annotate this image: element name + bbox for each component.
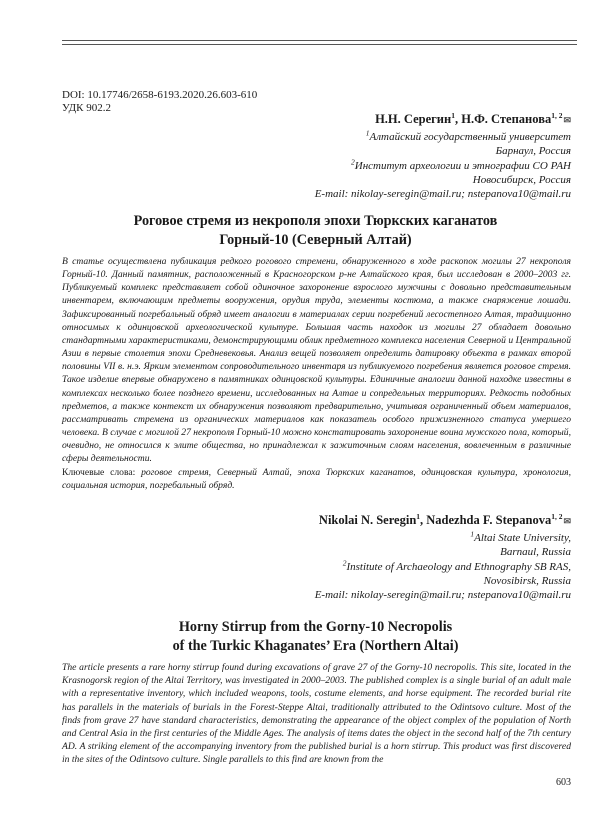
- udk: УДК 902.2: [62, 102, 112, 114]
- en-affiliations: [315, 531, 571, 602]
- envelope-icon: ✉: [563, 115, 571, 125]
- ru-title: [60, 212, 571, 250]
- ru-affil-1-city: Барнаул, Россия: [495, 145, 571, 158]
- en-title: [60, 618, 571, 656]
- envelope-icon: ✉: [563, 516, 571, 526]
- ru-keywords-text: роговое стремя, Северный Алтай, эпоха Тюркских каганатов, одинцовская культура, хронология, социальная история, погребальный обряд.: [62, 467, 571, 492]
- ru-authors: [315, 112, 571, 127]
- ru-title-line-2: Горный-10 (Северный Алтай): [219, 232, 412, 248]
- en-authors: [315, 513, 571, 528]
- ru-affiliations: [315, 130, 571, 201]
- ru-author-block: [315, 112, 571, 201]
- page-number: 603: [556, 777, 571, 788]
- en-author-2: Nadezhda F. Stepanova: [426, 513, 552, 527]
- en-title-line-2: of the Turkic Khaganates’ Era (Northern Altai): [172, 638, 459, 654]
- ru-author-2-sup: 1, 2: [551, 110, 563, 120]
- en-email: E-mail: nikolay-seregin@mail.ru; nstepanova10@mail.ru: [314, 589, 571, 602]
- en-author-1: Nikolai N. Seregin: [318, 513, 417, 527]
- en-author-2-sup: 1, 2: [551, 511, 563, 521]
- ru-author-1: Н.Н. Серегин: [375, 112, 452, 126]
- doi: DOI: 10.17746/2658-6193.2020.26.603-610: [62, 89, 258, 101]
- ru-affil-1: $^1$Алтайский государственный университет: [365, 128, 571, 143]
- en-author-block: [315, 513, 571, 602]
- en-affil-1-city: Barnaul, Russia: [500, 546, 571, 559]
- ru-abstract: В статье осуществлена публикация редкого рогового стремени, обнаруженного в ходе раскопок могилы 27 некрополя Горный-10. Данный памятник, расположенный в Красногорском р-не Алтайского края, был исследован в 2000–2003 гг. Публикуемый комплекс представляет собой одиночное захоронение взрослого мужчины с довольно представительным инвентарем, включающим предметы вооружения, орудия труда, элементы костюма, а также снаряжение лошади. Зафиксированный погребальный обряд имеет аналогии в материалах серии погребений лесостепного Алтая, традиционно относимых к одинцовской археологической культуре. Большая часть находок из могилы 27 обладает довольно стандартными характеристиками, демонстрирующими облик предметного комплекса населения Северной и Центральной Азии в первые столетия эпохи Средневековья. Анализ вещей позволяет определить датировку объекта в рамках второй половины VII в. н.э. Ярким элементом сопроводительного инвентаря из публикуемого погребения является роговое стремя. Такое изделие впервые обнаружено в памятниках одинцовской культуры. Единичные аналогии данной находке известны в комплексах несколько более позднего времени, исследованных на Алтае и сопредельных территориях. Редкость подобных предметов, а также контекст их обнаружения позволяют предварительно, учитывая ограниченный объем материалов, рассматривать стремена из органических материалов как показатель особого прижизненного статуса умершего человека. В случае с могилой 27 некрополя Горный-10 можно констатировать захоронение воина мужского пола, который, очевидно, не относился к элите общества, но принадлежал к зажиточным слоям населения, вовлеченным в различные сферы деятельности.: [62, 256, 571, 465]
- header-rule-bottom: [62, 44, 577, 45]
- ru-author-sep: ,: [454, 112, 462, 126]
- ru-author-2: Н.Ф. Степанова: [461, 112, 552, 126]
- ru-affil-2: $^2$Институт археологии и этнографии СО РАН: [351, 156, 571, 172]
- en-abstract: The article presents a rare horny stirrup found during excavations of grave 27 of the Gorny-10 necropolis. This site, located in the Krasnogorsk region of the Altai Territory, was investigated in 2000–2003. The published complex is a single burial of an adult male with a representative inventory, which included weapons, tools, costume elements, and horse equipment. The recorded burial rite has parallels in the materials of burials in the Forest-Steppe Altai, traditionally attributed to the Odintsovo culture. Most of the finds from grave 27 have standard characteristics, demonstrating the appearance of the object complex of the population of North and Central Asia in the first centuries of the Middle Ages. The analysis of items dates the object in the second half of the 7th century AD. A striking element of the accompanying inventory from the published burial is a horn stirrup. This product was first discovered in the sites of the Odintsovo culture. Single parallels to this find are known from the: [62, 662, 571, 766]
- ru-email: E-mail: nikolay-seregin@mail.ru; nstepanova10@mail.ru: [314, 188, 571, 201]
- ru-title-line-1: Роговое стремя из некрополя эпохи Тюркских каганатов: [133, 213, 498, 229]
- en-title-line-1: Horny Stirrup from the Gorny-10 Necropolis: [178, 619, 453, 635]
- header-rule-top: [62, 40, 577, 41]
- ru-keywords-label: Ключевые слова:: [62, 467, 142, 478]
- ru-author-1-sup: 1: [451, 110, 455, 120]
- en-affil-2-city: Novosibirsk, Russia: [483, 574, 571, 587]
- en-author-1-sup: 1: [416, 511, 421, 521]
- en-author-sep: ,: [420, 513, 427, 527]
- en-affil-1: $^1$Altai State University,: [470, 529, 571, 544]
- ru-affil-2-city: Новосибирск, Россия: [472, 173, 571, 186]
- en-affil-2: $^2$Institute of Archaeology and Ethnography SB RAS,: [342, 557, 571, 573]
- ru-keywords: [62, 466, 571, 492]
